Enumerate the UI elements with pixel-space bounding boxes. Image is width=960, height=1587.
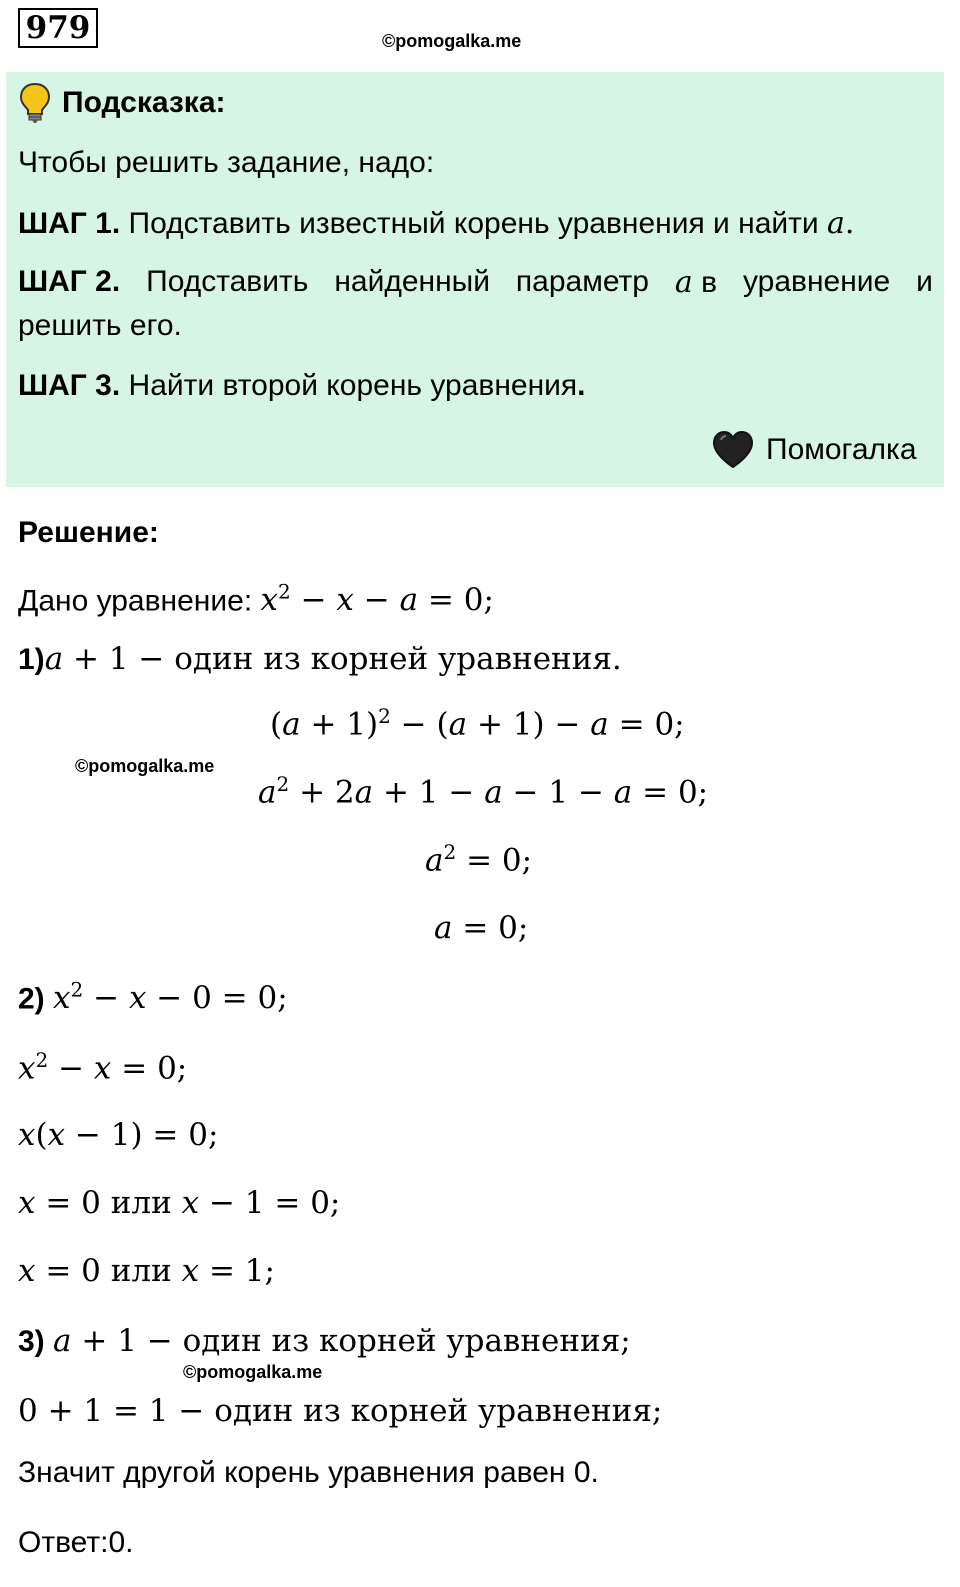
step-3-text: Найти второй корень уравнения	[128, 369, 578, 402]
eq-2: $a^2 + 2a + 1 - a - 1 - a = 0$;	[258, 772, 709, 811]
step-1-var: a	[826, 206, 845, 241]
eq-9: 0 + 1 = 1 − один из корней уравнения;	[18, 1393, 663, 1429]
eq-3: $a^2 = 0$;	[425, 840, 533, 879]
answer: Ответ:0.	[18, 1526, 134, 1559]
watermark-middle: ©pomogalka.me	[75, 756, 215, 776]
heart-icon	[711, 430, 755, 475]
hint-step-2-line2: решить его.	[18, 309, 182, 342]
lightbulb-icon	[18, 82, 52, 129]
hint-step-3: ШАГ 3. Найти второй корень уравнения.	[18, 369, 586, 402]
step-1-label: ШАГ 1.	[18, 207, 121, 240]
given-line: Дано уравнение: $x^2 - x - a = 0$;	[18, 580, 494, 619]
step1-line: 1)a + 1 − один из корней уравнения.	[18, 641, 622, 677]
hint-intro: Чтобы решить задание, надо:	[18, 146, 435, 179]
step-1-text: Подставить известный корень уравнения и найти	[128, 207, 827, 240]
eq-7: x = 0 или x − 1 = 0;	[18, 1185, 341, 1221]
task-number: 979	[18, 8, 98, 48]
step-2-label: ШАГ 2.	[18, 265, 121, 298]
eq-1: $(a + 1)^2 - (a + 1) - a = 0$;	[270, 704, 685, 743]
hint-step-2: ШАГ 2. Подставить найденный параметр a в уравнение и	[18, 265, 933, 300]
eq-4: a = 0;	[434, 910, 529, 946]
eq-6: x(x − 1) = 0;	[18, 1117, 219, 1153]
eq-5: $x^2 - x = 0$;	[18, 1048, 188, 1087]
step2-line: 2) $x^2 - x - 0 = 0$;	[18, 978, 288, 1017]
brand-label: Помогалка	[766, 433, 917, 466]
step-3-label: ШАГ 3.	[18, 369, 121, 402]
step-1-tail: .	[844, 206, 855, 241]
solution-title: Решение:	[18, 516, 159, 549]
hint-title: Подсказка:	[62, 86, 226, 119]
watermark-top: ©pomogalka.me	[382, 31, 522, 51]
eq-8: x = 0 или x = 1;	[18, 1253, 275, 1289]
watermark-bottom: ©pomogalka.me	[183, 1362, 323, 1382]
hint-step-1	[18, 206, 854, 241]
step3-line: 3) a + 1 − один из корней уравнения;	[18, 1323, 631, 1359]
conclusion: Значит другой корень уравнения равен 0.	[18, 1456, 599, 1489]
step-2-var: a	[674, 265, 693, 300]
